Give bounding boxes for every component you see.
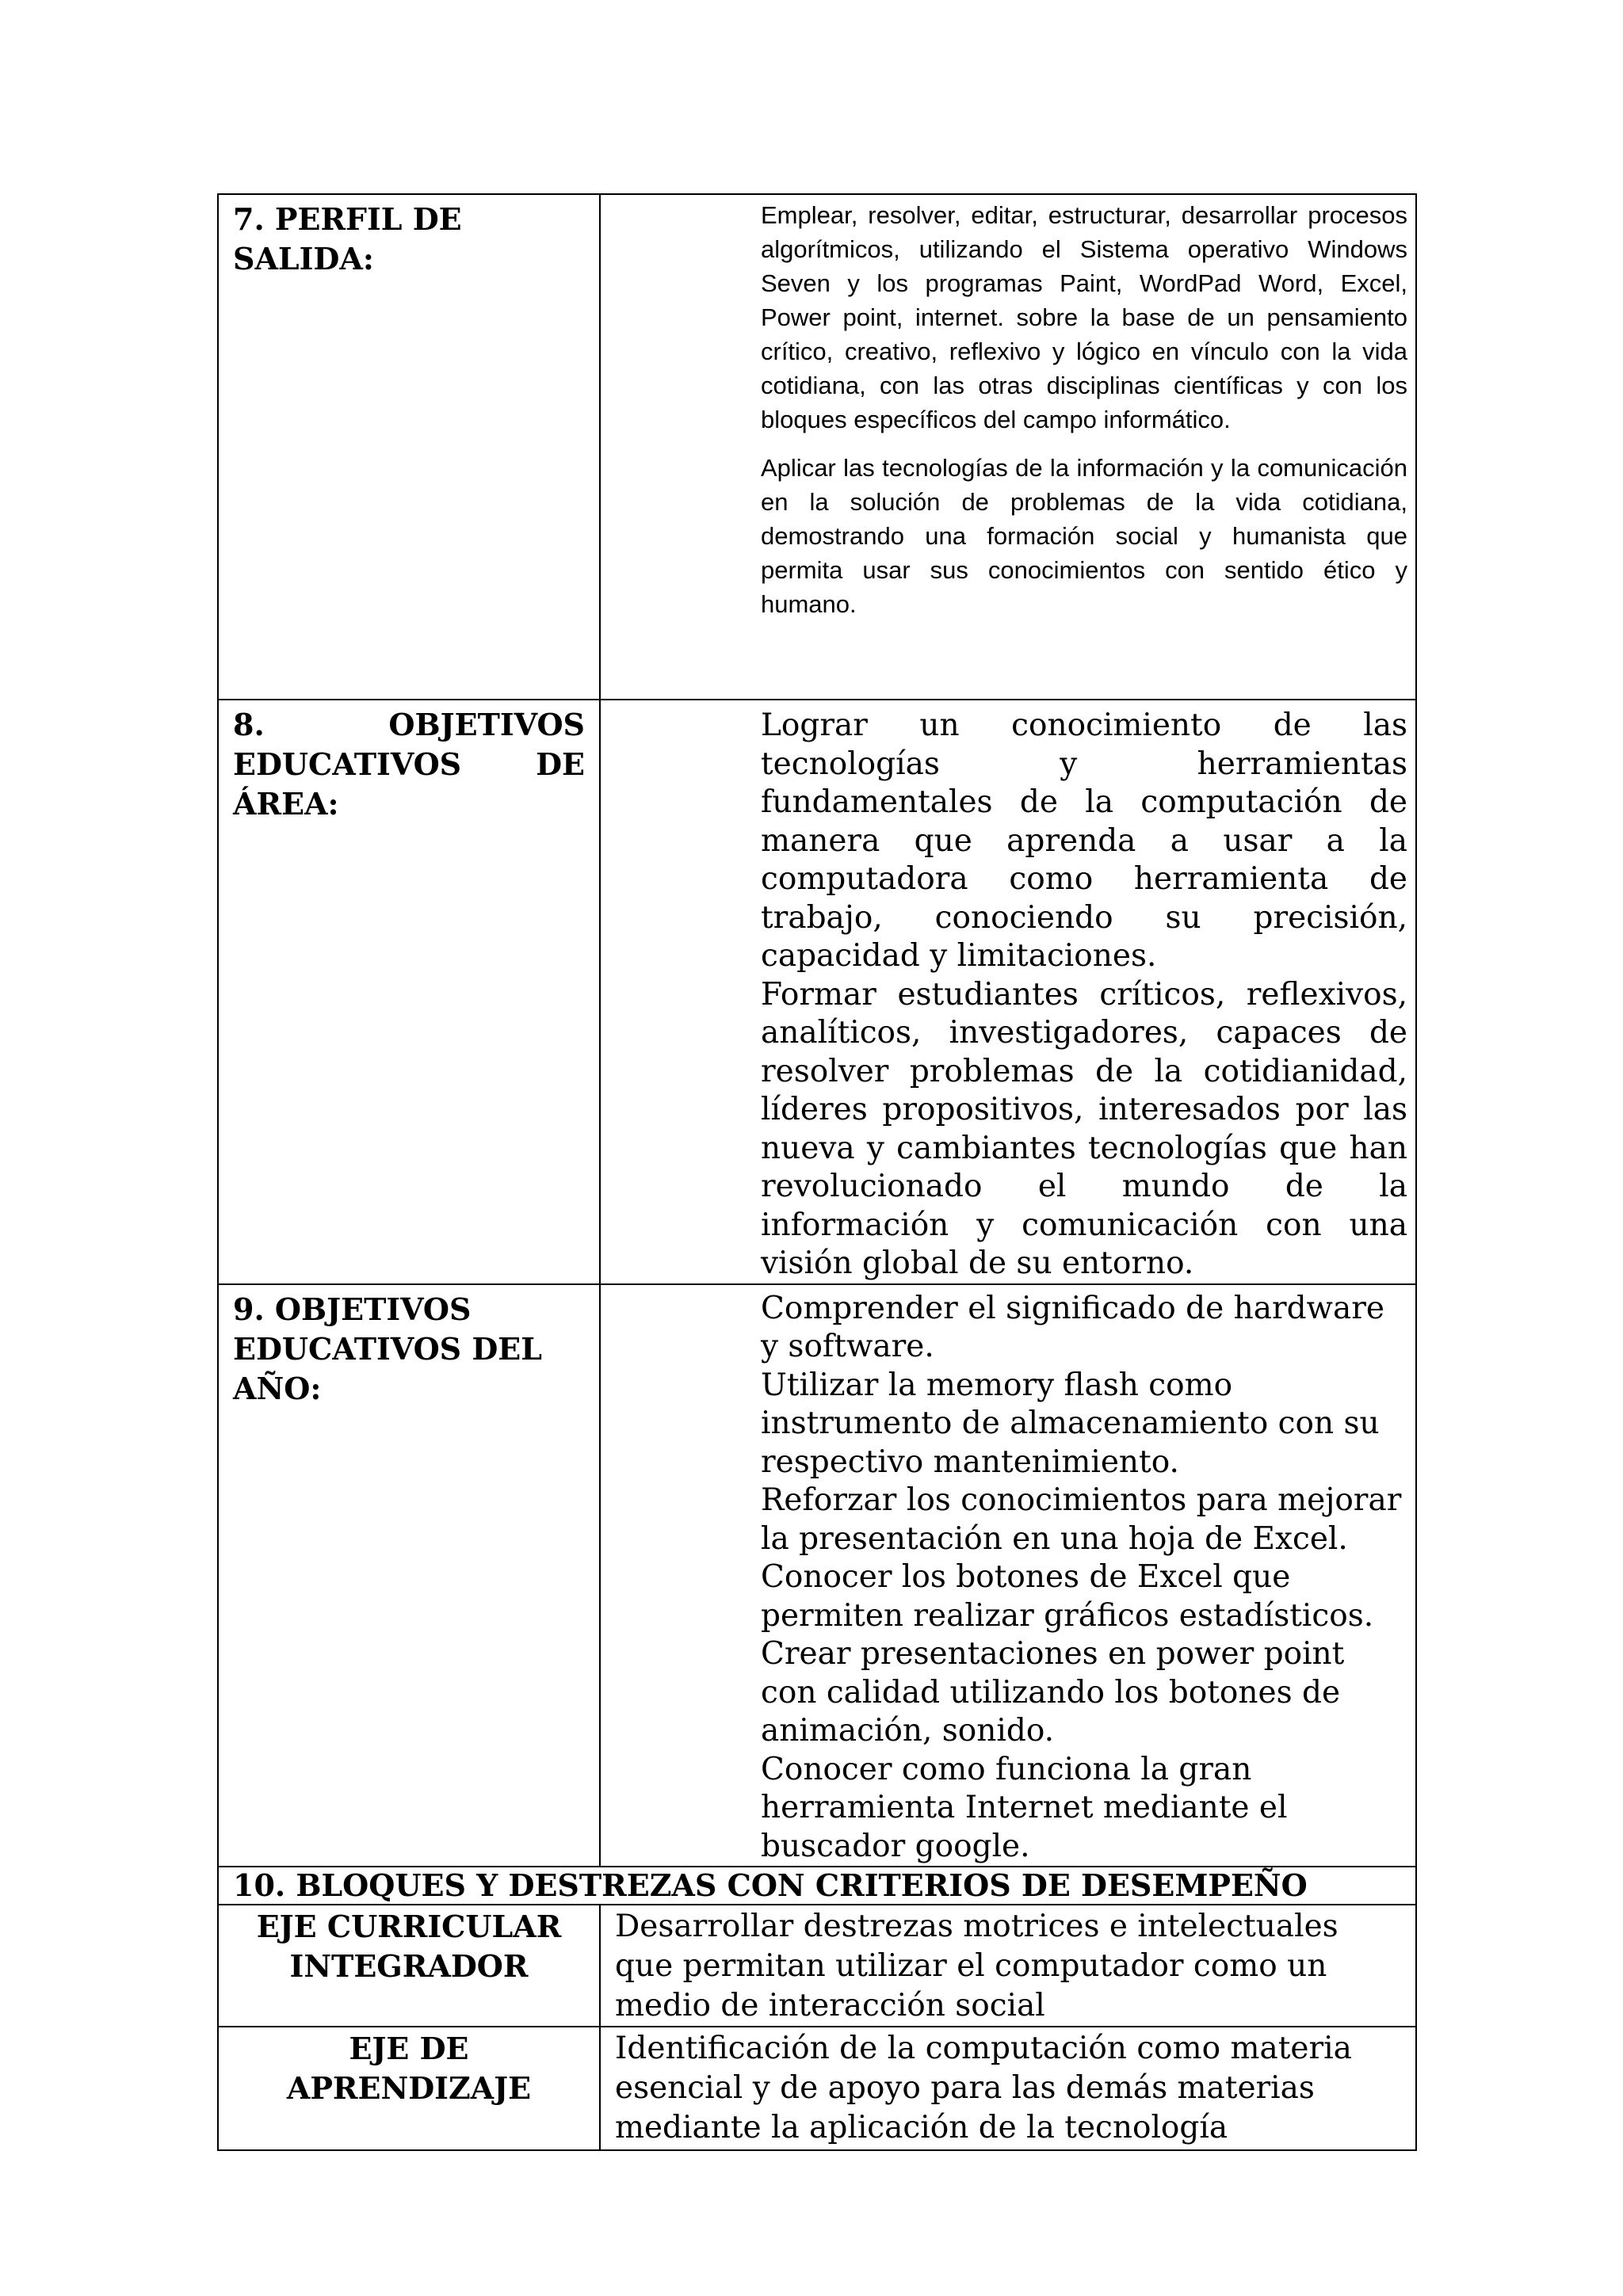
objetivos-anio-item: Utilizar la memory flash como instrumento de almacenamiento con su respectivo mantenimiento. xyxy=(761,1367,1380,1480)
perfil-paragraph-1: Emplear, resolver, editar, estructurar, desarrollar procesos algorítmicos, utilizando el Sistema operativo Windows Seven y los programas Paint, WordPad Word, Excel, Power point, internet. sobre la base de un pensamiento crítico, creativo, reflexivo y lógico en vínculo con la vida cotidiana, con las otras disciplinas científicas y con los bloques específicos del campo informático. xyxy=(761,201,1407,433)
objetivos-anio-item: Comprender el significado de hardware y software. xyxy=(761,1290,1384,1364)
row-eje-curricular xyxy=(218,1905,1416,2027)
bloques-heading: 10. BLOQUES Y DESTREZAS CON CRITERIOS DE DESEMPEÑO xyxy=(218,1867,1416,1905)
perfil-content-cell xyxy=(600,194,1416,700)
objetivos-anio-item: Conocer los botones de Excel que permiten realizar gráficos estadísticos. xyxy=(761,1559,1374,1634)
eje-curricular-label-line1: EJE CURRICULAR xyxy=(256,1909,562,1944)
row-objetivos-anio xyxy=(218,1284,1416,1867)
objetivos-anio-content-cell xyxy=(600,1284,1416,1867)
eje-curricular-text: Desarrollar destrezas motrices e intelectuales que permitan utilizar el computador como un medio de interacción social xyxy=(600,1905,1416,2027)
eje-aprendizaje-label: EJE DE APRENDIZAJE xyxy=(218,2027,600,2150)
objetivos-area-label-cell xyxy=(218,700,600,1284)
row-eje-aprendizaje xyxy=(218,2027,1416,2150)
row-perfil-de-salida xyxy=(218,194,1416,700)
objetivos-area-content-cell xyxy=(600,700,1416,1284)
objetivos-area-paragraph-2: Formar estudiantes críticos, reflexivos, analíticos, investigadores, capaces de resolver problemas de la cotidianidad, líderes propositivos, interesados por las nueva y cambiantes tecnologías que han revolucionado el mundo de la información y comunicación con una visión global de su entorno. xyxy=(761,976,1407,1281)
objetivos-anio-item: Crear presentaciones en power point con calidad utilizando los botones de animación, sonido. xyxy=(761,1636,1345,1749)
objetivos-area-label-line1: 8. OBJETIVOS xyxy=(233,707,585,742)
row-bloques-heading xyxy=(218,1867,1416,1905)
perfil-label: 7. PERFIL DE SALIDA: xyxy=(233,201,462,277)
objetivos-anio-label-line1: 9. OBJETIVOS xyxy=(233,1291,472,1327)
objetivos-area-label-line2: EDUCATIVOS DE ÁREA: xyxy=(233,746,585,822)
objetivos-anio-item: Conocer como funciona la gran herramienta Internet mediante el buscador google. xyxy=(761,1751,1288,1864)
perfil-paragraph-2: Aplicar las tecnologías de la información y la comunicación en la solución de problemas de la vida cotidiana, demostrando una formación social y humanista que permita usar sus conocimientos con sentido ético y humano. xyxy=(761,454,1407,618)
curriculum-table xyxy=(217,193,1417,2151)
objetivos-anio-item: Reforzar los conocimientos para mejorar la presentación en una hoja de Excel. xyxy=(761,1482,1402,1557)
row-objetivos-area xyxy=(218,700,1416,1284)
eje-aprendizaje-text: Identificación de la computación como materia esencial y de apoyo para las demás materias mediante la aplicación de la tecnología xyxy=(600,2027,1416,2150)
objetivos-anio-label-cell xyxy=(218,1284,600,1867)
objetivos-area-paragraph-1: Lograr un conocimiento de las tecnologías y herramientas fundamentales de la computación de manera que aprenda a usar a la computadora como herramienta de trabajo, conociendo su precisión, capacidad y limitaciones. xyxy=(761,707,1407,974)
objetivos-anio-label-line2: EDUCATIVOS DEL AÑO: xyxy=(233,1330,542,1406)
eje-curricular-label-line2: INTEGRADOR xyxy=(289,1948,529,1984)
eje-curricular-label-cell xyxy=(218,1905,600,2027)
perfil-label-cell xyxy=(218,194,600,700)
